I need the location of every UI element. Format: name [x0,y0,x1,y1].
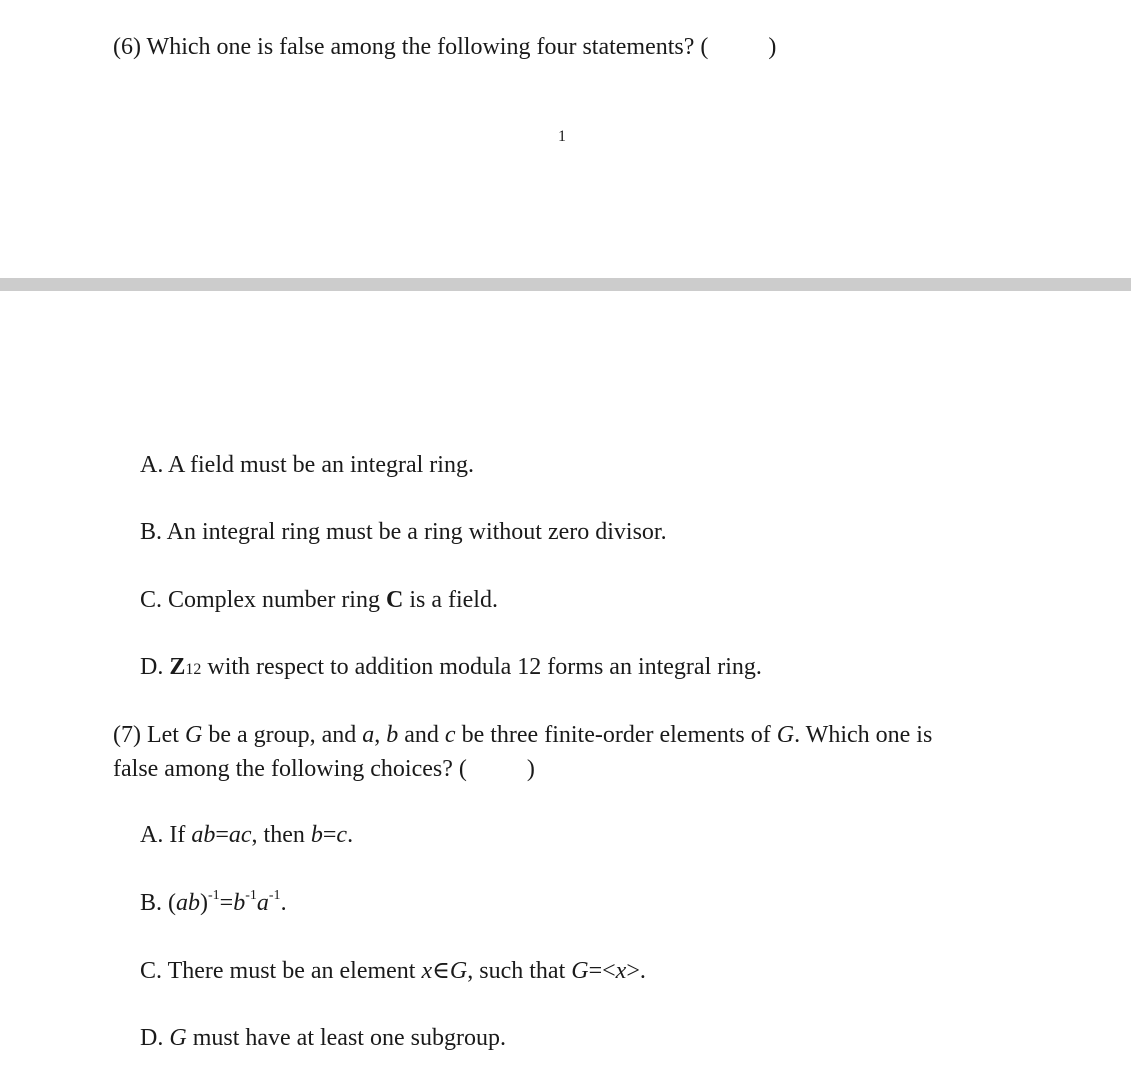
page-break-divider [0,278,1131,291]
option-d-suffix: with respect to addition modula 12 forms an integral ring. [201,654,762,680]
text-segment: D. [140,1025,170,1051]
text-segment: A. If [140,822,192,848]
text-segment: be a group, and [202,722,363,748]
period: . [280,890,287,916]
question-7-option-a [140,820,353,850]
text-segment: , [374,722,387,748]
question-7-stem-line-1 [113,720,932,750]
text-segment: B. ( [140,890,176,916]
modulus-subscript: 12 [185,661,202,678]
question-6-option-b: B. An integral ring must be a ring without zero divisor. [140,519,667,545]
question-6-stem [113,32,776,62]
equals: = [215,822,229,848]
equals: = [322,822,337,848]
text-segment: , such that [467,958,572,984]
option-c-prefix: C. Complex number ring [140,587,386,613]
var-x: x [615,958,627,984]
integers-symbol: Z [169,654,186,680]
text-segment: . Which one is [794,722,933,748]
text-segment: must have at least one subgroup. [186,1025,506,1051]
question-7-stem-line-2 [113,754,535,784]
var-x: x [421,958,433,984]
question-6-option-a: A. A field must be an integral ring. [140,452,474,478]
var-a: a [362,722,375,748]
text-segment: , then [251,822,311,848]
text-segment: be three finite-order elements of [455,722,777,748]
question-6-option-d [140,652,762,685]
close-paren: ) [526,756,535,782]
question-6-close-paren: ) [768,34,777,60]
var-G: G [571,958,589,984]
var-b: b [310,822,323,848]
question-7-option-c [140,956,646,986]
var-G: G [169,1025,187,1051]
var-a: a [256,890,269,916]
text-segment: C. There must be an element [140,958,422,984]
var-b: b [386,722,399,748]
equals: = [219,890,234,916]
question-7-option-d [140,1023,506,1053]
expr-ac: ac [228,822,252,848]
question-6-option-c [140,585,498,615]
generated-by-open: =< [588,958,616,984]
option-c-suffix: is a field. [403,587,498,613]
question-6-text: (6) Which one is false among the following four statements? ( [113,34,709,60]
inverse-exponent: -1 [208,888,220,903]
expr-ab: ab [191,822,216,848]
inverse-exponent: -1 [268,888,281,903]
var-c: c [444,722,456,748]
expr-ab: ab [176,890,200,916]
var-b: b [233,890,246,916]
text-segment: false among the following choices? ( [113,756,467,782]
var-G: G [184,722,203,748]
complex-symbol: C [385,587,404,613]
text-segment: and [398,722,445,748]
var-G: G [449,958,468,984]
period: . [347,822,354,848]
question-7-option-b [140,888,287,918]
page-number: 1 [558,128,566,145]
element-of-symbol: ∈ [432,958,450,984]
option-d-prefix: D. [140,654,170,680]
generated-by-close: >. [626,958,646,984]
inverse-exponent: -1 [245,888,257,903]
close-paren: ) [200,890,208,916]
text-segment: (7) Let [113,722,185,748]
var-G: G [776,722,795,748]
var-c: c [336,822,348,848]
